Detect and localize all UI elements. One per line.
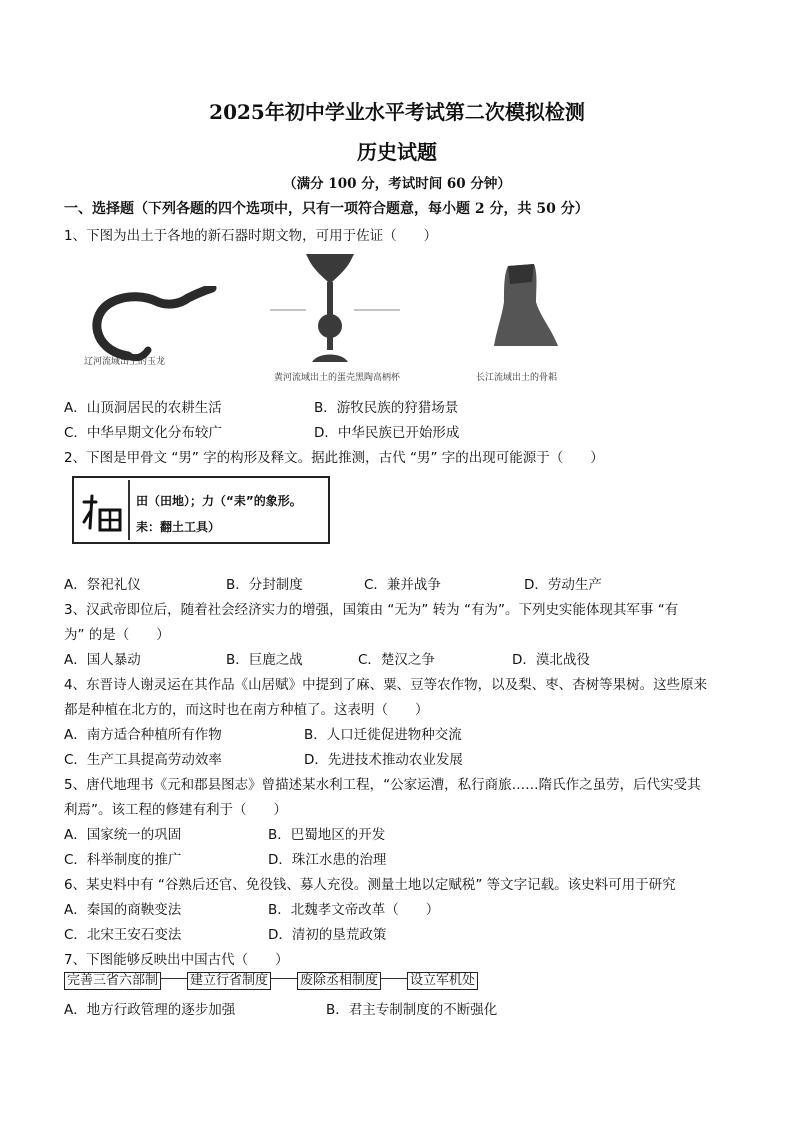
q5-option-a[interactable]: A．国家统一的巩固: [64, 827, 182, 843]
oracle-bone-box: [72, 476, 330, 544]
q1-caption-3: 长江流域出土的骨耜: [476, 373, 558, 383]
chain-step-2: 建立行省制度: [187, 972, 271, 990]
q1-stem: 1、下图为出土于各地的新石器时期文物，可用于佐证（ ）: [64, 228, 438, 244]
q5-option-d[interactable]: D．珠江水患的治理: [268, 852, 387, 868]
q3-stem-line2: 为” 的是（ ）: [64, 627, 170, 643]
q5-option-b[interactable]: B．巴蜀地区的开发: [268, 827, 386, 843]
q4-option-d[interactable]: D．先进技术推动农业发展: [304, 752, 463, 768]
jade-dragon-figure: [84, 286, 224, 386]
exam-title: 2025年初中学业水平考试第二次模拟检测: [209, 100, 585, 124]
oracle-male-glyph-icon: [80, 492, 124, 536]
q6-option-a[interactable]: A．秦国的商鞅变法: [64, 902, 182, 918]
exam-subject: 历史试题: [357, 140, 437, 164]
section-heading: 一、选择题（下列各题的四个选项中，只有一项符合题意，每小题 2 分，共 50 分）: [64, 201, 589, 217]
q7-option-a[interactable]: A．地方行政管理的逐步加强: [64, 1002, 236, 1018]
q1-option-a[interactable]: A．山顶洞居民的农耕生活: [64, 400, 222, 416]
q5-stem-line1: 5、唐代地理书《元和郡县图志》曾描述某水利工程，“公家运漕，私行商旅……隋氏作之虽劳，后代实受其: [64, 777, 701, 793]
chain-connector-1: [161, 978, 187, 979]
q2-stem: 2、下图是甲骨文 “男” 字的构形及释文。据此推测，古代 “男” 字的出现可能源于（ ）: [64, 450, 604, 466]
q6-option-b[interactable]: B．北魏孝文帝改革（ ）: [268, 902, 440, 918]
q7-stem: 7、下图能够反映出中国古代（ ）: [64, 952, 289, 968]
oracle-explanation-1: 田（田地）；力（“耒”的象形。: [136, 494, 302, 508]
q2-option-d[interactable]: D．劳动生产: [524, 577, 602, 593]
q5-stem-line2: 利焉”。该工程的修建有利于（ ）: [64, 802, 287, 818]
q2-option-b[interactable]: B．分封制度: [226, 577, 303, 593]
q3-stem-line1: 3、汉武帝即位后，随着社会经济实力的增强，国策由 “无为” 转为 “有为”。下列史实能体现其军事 “有: [64, 602, 679, 618]
chain-step-1: 完善三省六部制: [64, 972, 161, 990]
q3-option-c[interactable]: C．楚汉之争: [358, 652, 435, 668]
q1-option-b[interactable]: B．游牧民族的狩猎场景: [314, 400, 459, 416]
q5-option-c[interactable]: C．科举制度的推广: [64, 852, 182, 868]
q1-caption-2: 黄河流域出土的蛋壳黑陶高柄杯: [274, 373, 401, 383]
q1-option-d[interactable]: D．中华民族已开始形成: [314, 425, 460, 441]
q7-option-b[interactable]: B．君主专制制度的不断强化: [326, 1002, 498, 1018]
exam-note: （满分 100 分，考试时间 60 分钟）: [283, 176, 511, 192]
q4-stem-line2: 都是种植在北方的，而这时也在南方种植了。这表明（ ）: [64, 702, 429, 718]
black-pottery-cup-figure: [270, 250, 470, 390]
q3-option-a[interactable]: A．国人暴动: [64, 652, 141, 668]
q6-option-d[interactable]: D．清初的垦荒政策: [268, 927, 387, 943]
q1-caption-1: 辽河流域出土的玉龙: [84, 357, 166, 367]
chain-connector-3: [381, 978, 407, 979]
oracle-divider: [128, 480, 130, 540]
q4-option-b[interactable]: B．人口迁徙促进物种交流: [304, 727, 462, 743]
bone-spade-figure: [472, 262, 612, 388]
q4-stem-line1: 4、东晋诗人谢灵运在其作品《山居赋》中提到了麻、粟、豆等农作物，以及梨、枣、杏树等果树。这些原来: [64, 677, 708, 693]
q3-option-b[interactable]: B．巨鹿之战: [226, 652, 303, 668]
q6-stem: 6、某史料中有 “谷熟后还官、免役钱、募人充役。测量土地以定赋税” 等文字记载。该史料可用于研究: [64, 877, 676, 893]
q2-option-a[interactable]: A．祭祀礼仪: [64, 577, 141, 593]
q6-option-c[interactable]: C．北宋王安石变法: [64, 927, 182, 943]
chain-connector-2: [271, 978, 297, 979]
q3-option-d[interactable]: D．漠北战役: [512, 652, 590, 668]
q4-option-c[interactable]: C．生产工具提高劳动效率: [64, 752, 222, 768]
oracle-explanation-2: 耒：翻土工具）: [136, 520, 221, 534]
q2-option-c[interactable]: C．兼并战争: [364, 577, 441, 593]
q4-option-a[interactable]: A．南方适合种植所有作物: [64, 727, 222, 743]
chain-step-4: 设立军机处: [407, 972, 478, 990]
chain-step-3: 废除丞相制度: [297, 972, 381, 990]
q1-option-c[interactable]: C．中华早期文化分布较广: [64, 425, 222, 441]
q7-institution-chain: [64, 972, 478, 992]
